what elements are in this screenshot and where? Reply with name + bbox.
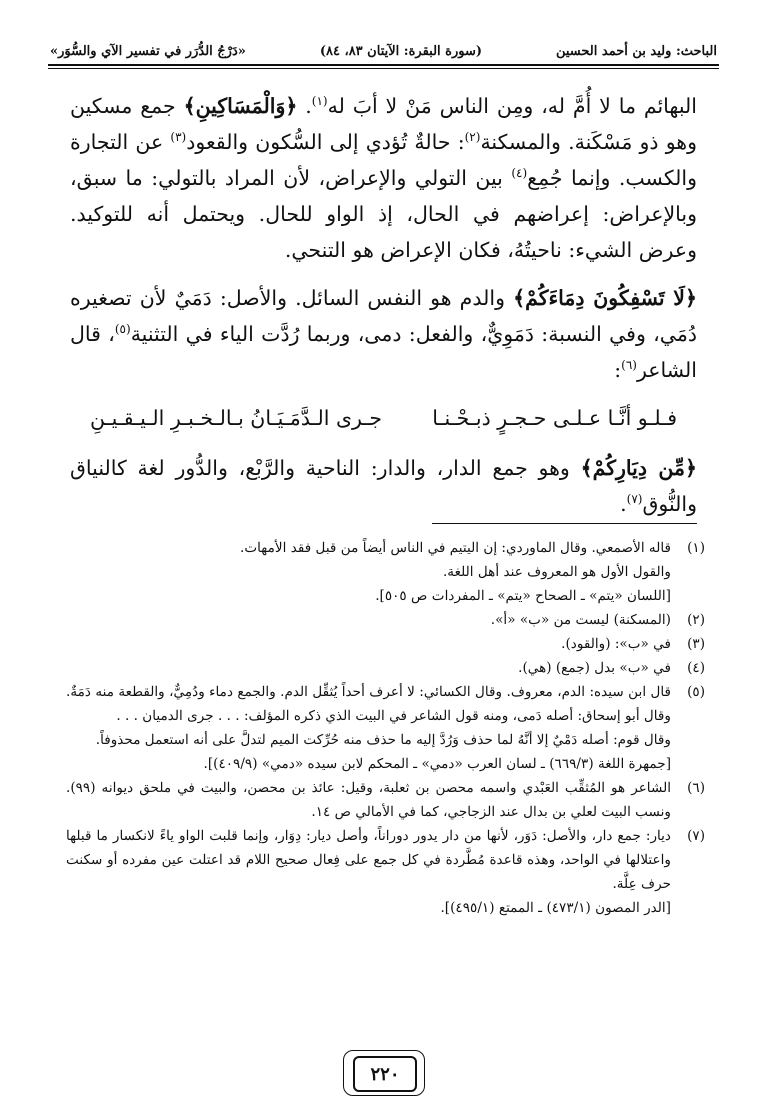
footnote-line: قاله الأصمعي. وقال الماوردي: إن اليتيم في الناس أيضاً من قبل فقد الأمهات. <box>240 540 671 556</box>
quran-word-masakin: ﴿وَالْمَسَاكِينِ﴾ <box>183 94 298 118</box>
footnote <box>66 632 705 656</box>
footnote <box>66 656 705 680</box>
footnote-ref-4: (٤) <box>511 166 528 181</box>
footnote-number: (١) <box>687 540 705 556</box>
footnote-number: (٣) <box>687 636 705 652</box>
footnote-line: [الدر المصون (٤٧٣/١) ـ الممتع (٤٩٥/١)]. <box>440 900 671 916</box>
header-book-title: «دَرْجُ الدُّرَر في تفسير الآي والسُّوَر» <box>50 43 246 59</box>
footnote-line: [اللسان «يتم» ـ الصحاح «يتم» ـ المفردات ص ٥٠٥]. <box>375 588 671 604</box>
footnote-line: في «ب» بدل (جمع) (هي). <box>518 660 671 676</box>
footnote-line: والقول الأول هو المعروف عند أهل اللغة. <box>442 564 671 580</box>
quran-phrase-tasfikun: ﴿لَا تَسْفِكُونَ دِمَاءَكُمْ﴾ <box>513 286 697 310</box>
header-divider-thin <box>48 68 719 69</box>
footnotes <box>66 536 705 920</box>
page-number: ٢٢٠ <box>353 1056 417 1092</box>
footnote-ref-2: (٢) <box>464 130 481 145</box>
footnote-line: [جمهرة اللغة (٦٦٩/٣) ـ لسان العرب «دمي» ـ المحكم لابن سيده «دمي» (٤٠٩/٩)]. <box>203 756 671 772</box>
footnote <box>66 824 705 920</box>
footnote <box>66 776 705 824</box>
main-text <box>70 88 697 534</box>
verse-second-hemistich: جـرى الـدَّمَـيَـانُ بـالـخـبـرِ الـيـقـيـنِ <box>90 406 383 430</box>
header-divider <box>48 64 719 66</box>
footnote <box>66 680 705 776</box>
footnote-number: (٦) <box>687 780 705 796</box>
paragraph-2: ﴿لَا تَسْفِكُونَ دِمَاءَكُمْ﴾ والدم هو النفس السائل. والأصل: دَمَيٌ لأن تصغيره دُمَي، وفي النسبة: دَمَوِيٌّ، والفعل: دمى، وربما رُدَّت الياء في التثنية$^{(٥)}$، قال الشاعر$^{(٦)}$: <box>70 286 697 382</box>
footnote-ref-5: (٥) <box>114 322 131 337</box>
running-header <box>50 38 717 64</box>
footnote-ref-6: (٦) <box>621 358 637 373</box>
footnote-ref-1: (١) <box>311 94 328 109</box>
quran-phrase-diyarikum: ﴿مِّن دِيَارِكُمْ﴾ <box>580 456 697 480</box>
footnote-line: ديار: جمع دار، والأصل: دَوَر، لأنها من دار يدور دوراناً، وأصل ديار: دِوَار، وإنما قلبت الواو ياءً لانكسار ما قبلها واعتلالها في الواحد، وهذه قاعدة مُطَّردة في كل جمع على فِعال صحيح اللام قد اعتلت عين مفرده أو سكنت حرف عِلَّة. <box>66 828 671 892</box>
header-author: الباحث: وليد بن أحمد الحسين <box>555 43 717 59</box>
footnote <box>66 536 705 608</box>
footnote-number: (٤) <box>687 660 705 676</box>
footnote-ref-3: (٣) <box>170 130 187 145</box>
verse-first-hemistich: فـلـو أنَّـا عـلـى حـجـرٍ ذبـحْـنـا <box>432 406 677 430</box>
footnote-ref-7: (٧) <box>626 492 643 507</box>
footnote-number: (٥) <box>687 684 705 700</box>
footnote-number: (٢) <box>687 612 705 628</box>
footnote <box>66 608 705 632</box>
footnote-line: في «ب»: (والقود). <box>561 636 671 652</box>
footnote-separator <box>432 523 697 524</box>
footnote-line: وقال قوم: أصله دَمْيٌ إلا أنَّهُ لما حذف وَرُدَّ إليه ما حذف منه حُرِّكت الميم لتدلَّ على أنه استعمل محذوفاً. <box>95 732 671 748</box>
footnote-line: قال ابن سيده: الدم، معروف. وقال الكسائي: لا أعرف أحداً يُثقِّل الدم. والجمع دماء ودُمِيٌّ، والقطعة منه دَمَةٌ. وقال أبو إسحاق: أصله دَمى، ومنه قول الشاعر في البيت الذي ذكره المؤلف: . . . جرى الدميان . . . <box>66 684 671 724</box>
footnote-number: (٧) <box>687 828 705 844</box>
footnote-line: (المسكنة) ليست من «ب» «أ». <box>490 612 671 628</box>
paragraph-1: البهائم ما لا أُمَّ له، ومِن الناس مَنْ لا أبَ له$^{(١)}$. ﴿وَالْمَسَاكِينِ﴾ جمع مسكين وهو ذو مَسْكَنة. والمسكنة$^{(٢)}$: حالةٌ تُؤدي إلى السُّكون والقعود$^{(٣)}$ عن التجارة والكسب. وإنما جُمِع$^{(٤)}$ بين التولي والإعراض، لأن المراد بالتولي: ما سبق، وبالإعراض: إعراضهم في الحال، إذ الواو للحال. ويحتمل أنه للتوكيد. وعرض الشيء: ناحيتُهُ، فكان الإعراض هو التنحي. <box>70 94 697 262</box>
paragraph-3: ﴿مِّن دِيَارِكُمْ﴾ وهو جمع الدار، والدار: الناحية والرَّبْع، والدُّور لغة كالنياق والنُّوق$^{(٧)}$. <box>70 456 697 516</box>
header-surah: (سورة البقرة: الآيتان ٨٣، ٨٤) <box>319 43 483 59</box>
poetry-verse <box>90 400 677 436</box>
footnote-line: الشاعر هو المُثقِّب العَبْدي واسمه محصن بن ثعلبة، وقيل: عائذ بن محصن، والبيت في ملحق ديوانه (٩٩). ونسب البيت لعلي بن بدال عند الزجاجي، كما في الأمالي ص ١٤. <box>66 780 671 820</box>
